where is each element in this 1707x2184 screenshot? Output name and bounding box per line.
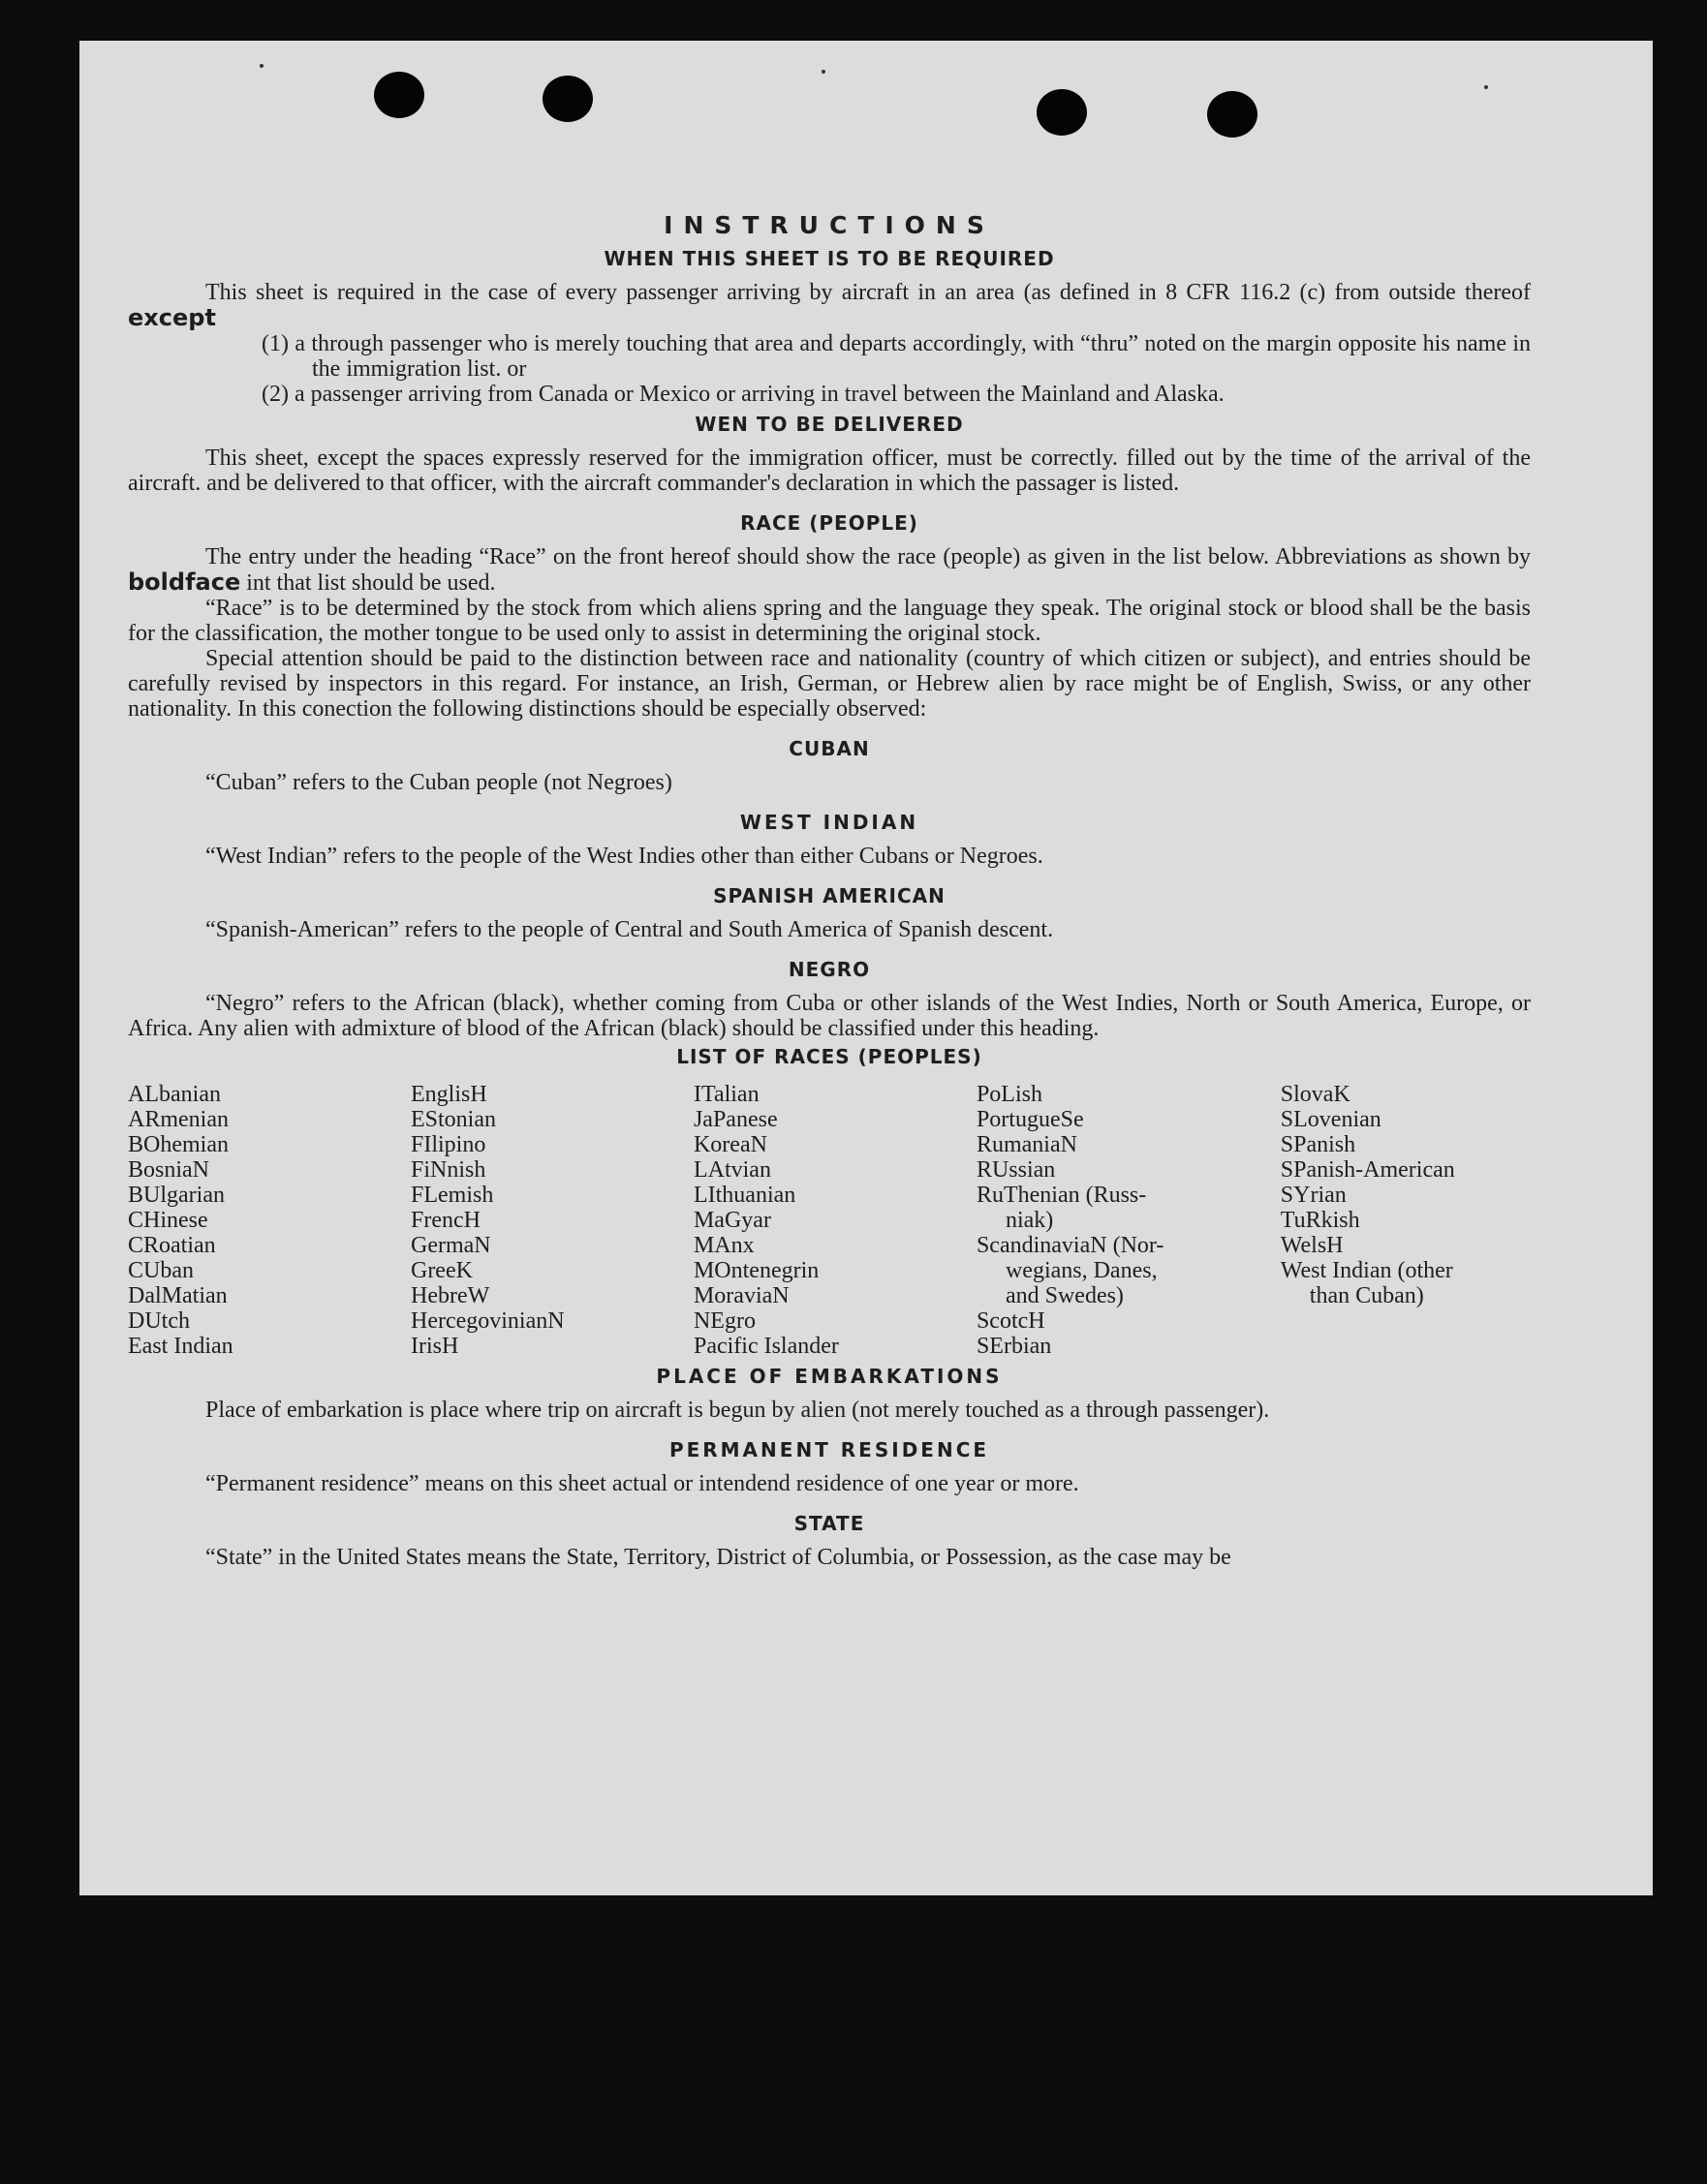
race-list-item: Pacific Islander	[693, 1334, 839, 1359]
race-list-item: and Swedes)	[1005, 1283, 1124, 1308]
race-list-item: MoraviaN	[693, 1283, 790, 1308]
race-list-item: GermaN	[410, 1233, 491, 1258]
race-list-item: PoLish	[976, 1082, 1042, 1107]
races-column-4	[977, 1082, 1281, 1359]
race-list-item: FrencH	[410, 1208, 481, 1233]
race-list-item: SPanish-American	[1280, 1157, 1455, 1183]
heading-race: RACE (PEOPLE)	[740, 511, 918, 535]
heading-spanish-american: SPANISH AMERICAN	[713, 884, 946, 907]
race-list-item: DalMatian	[128, 1283, 228, 1308]
race-list-item: CHinese	[128, 1208, 208, 1233]
race-list-item: West Indian (other	[1280, 1258, 1453, 1283]
race-list-item: CUban	[128, 1258, 194, 1283]
race-list-item: CRoatian	[128, 1233, 216, 1258]
negro-text: “Negro” refers to the African (black), whether coming from Cuba or other islands of the West Indies, North or South America, Europe, or Africa. Any alien with admixture of blood of the African (black) should be classified under this heading.	[128, 991, 1531, 1041]
heading-negro: NEGRO	[788, 958, 871, 981]
race-list-item: IrisH	[410, 1334, 459, 1359]
race-list-item: SLovenian	[1280, 1107, 1381, 1132]
race-list-item: LAtvian	[693, 1157, 771, 1183]
speck	[260, 64, 264, 68]
race-list-item: than Cuban)	[1309, 1283, 1424, 1308]
heading-required: WHEN THIS SHEET IS TO BE REQUIRED	[604, 247, 1055, 270]
race-list-item: niak)	[1005, 1208, 1054, 1233]
race-list-item: FLemish	[410, 1183, 494, 1208]
races-column-1	[128, 1082, 411, 1359]
race-list-item: LIthuanian	[693, 1183, 796, 1208]
cuban-text: “Cuban” refers to the Cuban people (not Negroes)	[205, 770, 672, 795]
race-list-item: DUtch	[128, 1308, 190, 1334]
west-indian-text: “West Indian” refers to the people of the West Indies other than either Cubans or Negroes.	[205, 844, 1043, 869]
race-list-item: MOntenegrin	[693, 1258, 820, 1283]
punch-hole	[1037, 89, 1087, 136]
race-list-item: EnglisH	[410, 1082, 487, 1107]
page-title: INSTRUCTIONS	[664, 211, 995, 239]
residence-text: “Permanent residence” means on this sheet actual or intendend residence of one year or more.	[205, 1471, 1079, 1496]
punch-hole	[374, 72, 424, 118]
races-column-5	[1281, 1082, 1531, 1359]
race-list-item: wegians, Danes,	[1005, 1258, 1158, 1283]
race-list-item: ScotcH	[976, 1308, 1045, 1334]
punch-hole	[1207, 91, 1257, 138]
race-list-item: PortugueSe	[976, 1107, 1084, 1132]
race-paragraph-3: Special attention should be paid to the distinction between race and nationality (country of which citizen or subject), and entries should be carefully revised by inspectors in this regard. For instance, an Irish, German, or Hebrew alien by race might be of English, Swiss, or any other nationality. In this conection the following distinctions should be especially observed:	[128, 646, 1531, 722]
required-item-2: (2) a passenger arriving from Canada or Mexico or arriving in travel between the Mainland and Alaska.	[262, 382, 1225, 407]
race-list-item: SlovaK	[1280, 1082, 1350, 1107]
race-list-item: EStonian	[410, 1107, 496, 1132]
heading-residence: PERMANENT RESIDENCE	[668, 1438, 990, 1461]
race-list-item: KoreaN	[693, 1132, 767, 1157]
race-list-item: ALbanian	[128, 1082, 221, 1107]
race-list-item: SPanish	[1280, 1132, 1356, 1157]
spanish-american-text: “Spanish-American” refers to the people of Central and South America of Spanish descent.	[205, 917, 1054, 942]
race-list-item: FIlipino	[410, 1132, 486, 1157]
heading-west-indian: WEST INDIAN	[739, 811, 919, 834]
races-column-2	[411, 1082, 694, 1359]
race-list-item: RuThenian (Russ-	[976, 1183, 1147, 1208]
race-paragraph-1: The entry under the heading “Race” on the front hereof should show the race (people) as given in the list below. Abbreviations as shown by boldface int that list should be used.	[128, 544, 1531, 596]
race-list-item: HebreW	[410, 1283, 490, 1308]
race-list-item: TuRkish	[1280, 1208, 1360, 1233]
race-list-item: MaGyar	[693, 1208, 771, 1233]
race-list-item: WelsH	[1280, 1233, 1344, 1258]
document-page	[79, 41, 1653, 1895]
race-list-item: RUssian	[976, 1157, 1056, 1183]
race-list-item: BOhemian	[128, 1132, 229, 1157]
heading-list-of-races: LIST OF RACES (PEOPLES)	[676, 1045, 982, 1068]
race-list-item: RumaniaN	[976, 1132, 1077, 1157]
delivered-text: This sheet, except the spaces expressly reserved for the immigration officer, must be correctly. filled out by the time of the arrival of the aircraft. and be delivered to that officer, with the aircraft commander's declaration in which the passager is listed.	[128, 446, 1531, 496]
state-text: “State” in the United States means the State, Territory, District of Columbia, or Possession, as the case may be	[205, 1545, 1231, 1570]
race-list-item: GreeK	[410, 1258, 473, 1283]
race-list-item: NEgro	[693, 1308, 756, 1334]
race-list-item: ITalian	[693, 1082, 760, 1107]
races-list	[128, 1082, 1531, 1359]
race-list-item: FiNnish	[410, 1157, 486, 1183]
race-list-item: BosniaN	[128, 1157, 209, 1183]
speck	[822, 70, 825, 74]
race-list-item: ARmenian	[128, 1107, 229, 1132]
speck	[1484, 85, 1488, 89]
race-list-item: SErbian	[976, 1334, 1052, 1359]
race-list-item: ScandinaviaN (Nor-	[976, 1233, 1164, 1258]
races-column-3	[694, 1082, 977, 1359]
heading-embarkation: PLACE OF EMBARKATIONS	[656, 1365, 1003, 1388]
race-list-item: HercegovinianN	[410, 1308, 565, 1334]
race-list-item: SYrian	[1280, 1183, 1347, 1208]
race-list-item: MAnx	[693, 1233, 755, 1258]
heading-state: STATE	[793, 1512, 865, 1535]
race-list-item: East Indian	[128, 1334, 233, 1359]
race-list-item: BUlgarian	[128, 1183, 225, 1208]
required-text: This sheet is required in the case of every passenger arriving by aircraft in an area (as defined in 8 CFR 116.2 (c) from outside thereof except	[128, 280, 1531, 331]
race-list-item: JaPanese	[693, 1107, 778, 1132]
punch-hole	[543, 76, 593, 122]
required-item-1: (1) a through passenger who is merely touching that area and departs accordingly, with “thru” noted on the margin opposite his name in the immigration list. or	[262, 331, 1532, 382]
heading-delivered: WEN TO BE DELIVERED	[695, 413, 964, 436]
embarkation-text: Place of embarkation is place where trip on aircraft is begun by alien (not merely touched as a through passenger).	[205, 1398, 1270, 1423]
race-paragraph-2: “Race” is to be determined by the stock from which aliens spring and the language they speak. The original stock or blood shall be the basis for the classification, the mother tongue to be used only to assist in determining the original stock.	[128, 596, 1531, 646]
heading-cuban: CUBAN	[789, 737, 870, 760]
